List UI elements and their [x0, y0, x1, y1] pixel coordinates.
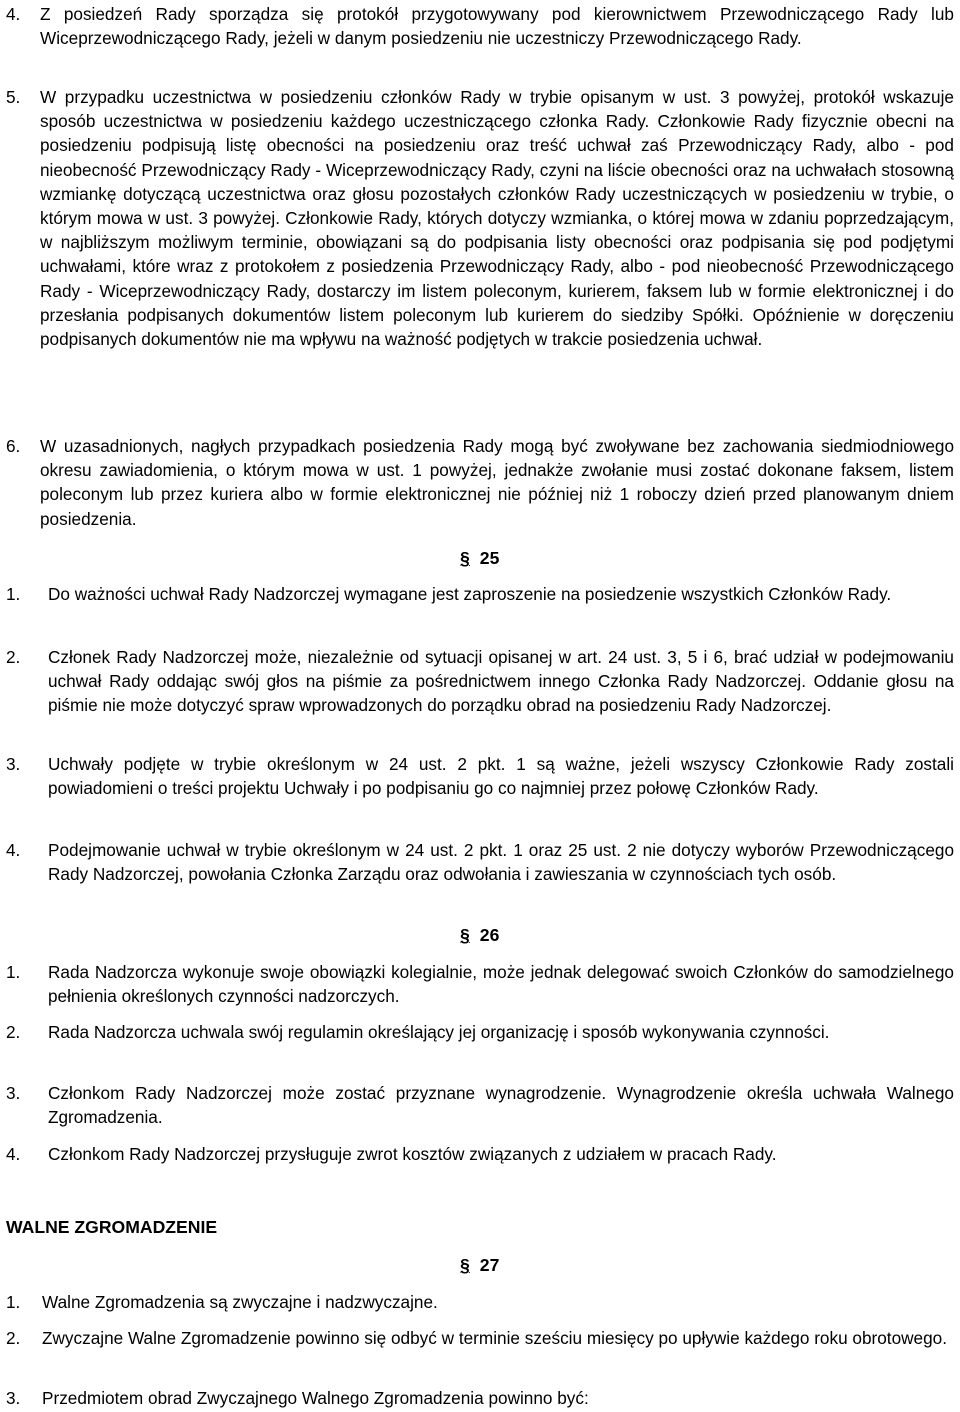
paragraph-text: Uchwały podjęte w trybie określonym w 24 ust. 2 pkt. 1 są ważne, jeżeli wszyscy Członkowie Rady zostali powiadomieni o treści projektu Uchwały i po podpisaniu go co najmniej przez połowę Członków Rady.: [48, 754, 954, 799]
s25-paragraph-4: [6, 838, 954, 886]
paragraph-text: Członkom Rady Nadzorczej przysługuje zwrot kosztów związanych z udziałem w pracach Rady.: [48, 1144, 777, 1164]
section-27-heading: [460, 1253, 499, 1277]
paragraph-text: Zwyczajne Walne Zgromadzenie powinno się odbyć w terminie sześciu miesięcy po upływie każdego roku obrotowego.: [42, 1328, 948, 1348]
paragraph-text: Z posiedzeń Rady sporządza się protokół przygotowywany pod kierownictwem Przewodniczącego Rady lub Wiceprzewodniczącego Rady, jeżeli w danym posiedzeniu nie uczestniczy Przewodniczącego Rady.: [40, 4, 954, 49]
paragraph-text: Rada Nadzorcza wykonuje swoje obowiązki kolegialnie, może jednak delegować swoich Członków do samodzielnego pełnienia określonych czynności nadzorczych.: [48, 962, 954, 1007]
paragraph-text: Walne Zgromadzenia są zwyczajne i nadzwyczajne.: [42, 1292, 438, 1312]
paragraph-number: 4.: [6, 840, 21, 860]
chapter-heading: WALNE ZGROMADZENIE: [6, 1217, 218, 1237]
paragraph-number: 4.: [6, 4, 21, 24]
s27-paragraph-3: [6, 1386, 954, 1410]
section-mark: §: [460, 925, 470, 945]
s25-paragraph-1: [6, 582, 954, 606]
s25-paragraph-3: [6, 752, 954, 800]
paragraph-number: 4.: [6, 1144, 21, 1164]
paragraph-number: 6.: [6, 436, 21, 456]
paragraph-number: 2.: [6, 1328, 21, 1348]
paragraph-number: 3.: [6, 1083, 21, 1103]
paragraph-text: Podejmowanie uchwał w trybie określonym w 24 ust. 2 pkt. 1 oraz 25 ust. 2 nie dotyczy wyborów Przewodniczącego Rady Nadzorczej, powołania Członka Zarządu oraz odwołania i zawieszania w czynnościach tych osób.: [48, 840, 954, 885]
section-25-heading: [460, 546, 499, 570]
paragraph-number: 1.: [6, 584, 21, 604]
paragraph-text: Przedmiotem obrad Zwyczajnego Walnego Zgromadzenia powinno być:: [42, 1388, 589, 1408]
paragraph-text: W uzasadnionych, nagłych przypadkach posiedzenia Rady mogą być zwoływane bez zachowania siedmiodniowego okresu zawiadomienia, o którym mowa w ust. 1 powyżej, jednakże zwołanie musi zostać dokonane faksem, listem poleconym lub przez kuriera albo w formie elektronicznej nie później niż 1 roboczy dzień przed planowanym dniem posiedzenia.: [40, 436, 954, 529]
paragraph-number: 1.: [6, 1292, 21, 1312]
paragraph-number: 5.: [6, 87, 21, 107]
paragraph-number: 3.: [6, 754, 21, 774]
s25-paragraph-2: [6, 645, 954, 718]
paragraph-number: 2.: [6, 647, 21, 667]
s26-paragraph-3: [6, 1081, 954, 1129]
section-mark: §: [460, 548, 470, 568]
s26-paragraph-1: [6, 960, 954, 1008]
s27-paragraph-2: [6, 1326, 954, 1350]
section-mark: §: [460, 1255, 470, 1275]
s26-paragraph-4: [6, 1142, 954, 1166]
paragraph-5: [6, 85, 954, 351]
paragraph-text: W przypadku uczestnictwa w posiedzeniu członków Rady w trybie opisanym w ust. 3 powyżej, protokół wskazuje sposób uczestnictwa w posiedzeniu każdego uczestniczącego członka Rady. Członkowie Rady fizycznie obecni na posiedzeniu podpisują listę obecności na posiedzeniu oraz treść uchwał zaś Przewodniczący Rady, albo - pod nieobecność Przewodniczący Rady - Wiceprzewodniczący Rady, czyni na liście obecności oraz na uchwałach stosowną wzmiankę dotyczącą uczestnictwa oraz głosu pozostałych członków Rady uczestniczących w posiedzeniu w trybie, o którym mowa w ust. 3 powyżej. Członkowie Rady, których dotyczy wzmianka, o której mowa w zdaniu poprzedzającym, w najbliższym możliwym terminie, obowiązani są do podpisania listy obecności oraz podpisania się pod podjętymi uchwałami, które wraz z protokołem z posiedzenia Przewodniczący Rady, albo - pod nieobecność Przewodniczącego Rady - Wiceprzewodniczący Rady, dostarczy im listem poleconym, kurierem, faksem lub w formie elektronicznej i do przesłania podpisanych dokumentów listem poleconym lub kurierem do siedziby Spółki. Opóźnienie w doręczeniu podpisanych dokumentów nie ma wpływu na ważność podjętych w trakcie posiedzenia uchwał.: [40, 87, 954, 350]
paragraph-text: Członek Rady Nadzorczej może, niezależnie od sytuacji opisanej w art. 24 ust. 3, 5 i 6, brać udział w podejmowaniu uchwał Rady oddając swój głos na piśmie za pośrednictwem innego Członka Rady Nadzorczej. Oddanie głosu na piśmie nie może dotyczyć spraw wprowadzonych do porządku obrad na posiedzeniu Rady Nadzorczej.: [48, 647, 954, 716]
section-number: 25: [479, 548, 500, 568]
paragraph-number: 1.: [6, 962, 21, 982]
paragraph-number: 3.: [6, 1388, 21, 1408]
paragraph-text: Członkom Rady Nadzorczej może zostać przyznane wynagrodzenie. Wynagrodzenie określa uchwała Walnego Zgromadzenia.: [48, 1083, 954, 1128]
paragraph-number: 2.: [6, 1022, 21, 1042]
paragraph-6: [6, 434, 954, 531]
paragraph-text: Do ważności uchwał Rady Nadzorczej wymagane jest zaproszenie na posiedzenie wszystkich Członków Rady.: [48, 584, 892, 604]
section-number: 26: [479, 925, 500, 945]
section-number: 27: [479, 1255, 500, 1275]
s26-paragraph-2: [6, 1020, 954, 1044]
s27-paragraph-1: [6, 1290, 954, 1314]
paragraph-4: [6, 2, 954, 50]
section-26-heading: [460, 923, 499, 947]
paragraph-text: Rada Nadzorcza uchwala swój regulamin określający jej organizację i sposób wykonywania czynności.: [48, 1022, 830, 1042]
